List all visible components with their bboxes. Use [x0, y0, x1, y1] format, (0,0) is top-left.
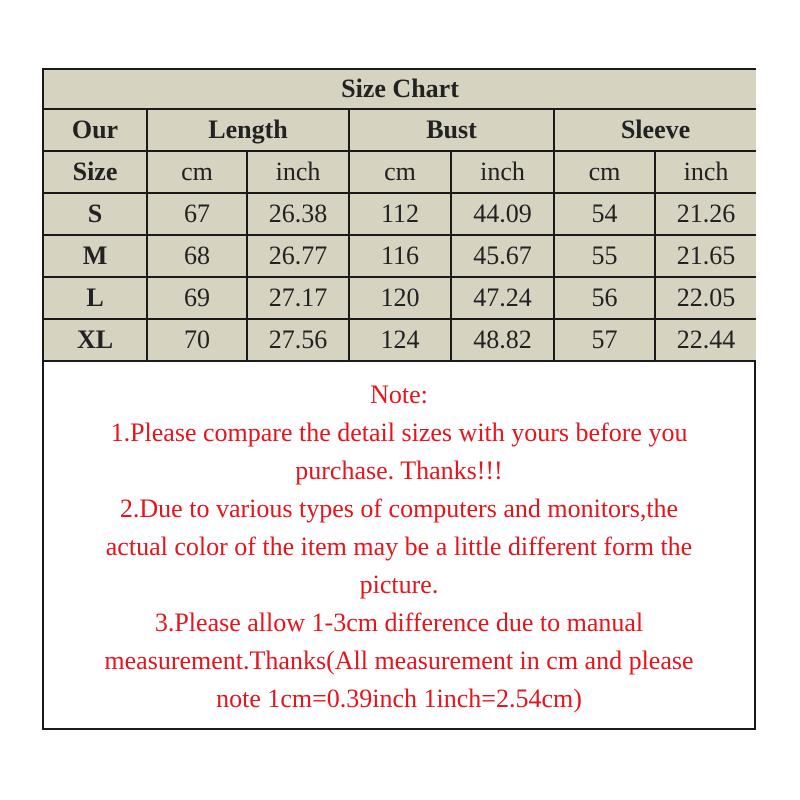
note-line: purchase. Thanks!!!	[295, 456, 503, 485]
note-line: 3.Please allow 1-3cm difference due to manual	[154, 608, 644, 637]
unit-header: inch	[247, 151, 349, 193]
length-cm-cell: 69	[147, 277, 247, 319]
note-line: picture.	[359, 570, 439, 599]
sleeve-cm-cell: 57	[554, 319, 655, 361]
sleeve-inch-cell: 21.65	[655, 235, 756, 277]
unit-header: inch	[655, 151, 756, 193]
sleeve-cm-cell: 56	[554, 277, 655, 319]
table-row	[44, 319, 756, 361]
bust-cm-cell: 124	[349, 319, 451, 361]
size-cell: XL	[44, 319, 147, 361]
bust-inch-cell: 48.82	[451, 319, 554, 361]
note-line: actual color of the item may be a little different form the	[105, 532, 693, 561]
note-line: 1.Please compare the detail sizes with yours before you	[110, 418, 688, 447]
note-line: 2.Due to various types of computers and monitors,the	[119, 494, 679, 523]
size-cell: S	[44, 193, 147, 235]
sleeve-inch-cell: 21.26	[655, 193, 756, 235]
bust-cm-cell: 120	[349, 277, 451, 319]
length-inch-cell: 26.38	[247, 193, 349, 235]
note-line: note 1cm=0.39inch 1inch=2.54cm)	[216, 684, 582, 713]
title-row	[44, 70, 756, 109]
bust-cm-cell: 116	[349, 235, 451, 277]
size-label-our: Our	[44, 109, 147, 151]
table-row	[44, 235, 756, 277]
group-header-bust: Bust	[349, 109, 554, 151]
unit-header: cm	[349, 151, 451, 193]
chart-title: Size Chart	[44, 70, 756, 109]
size-chart	[42, 68, 756, 730]
length-cm-cell: 67	[147, 193, 247, 235]
length-cm-cell: 68	[147, 235, 247, 277]
size-cell: M	[44, 235, 147, 277]
note-line: measurement.Thanks(All measurement in cm and please	[104, 646, 694, 675]
table-row	[44, 277, 756, 319]
bust-inch-cell: 45.67	[451, 235, 554, 277]
bust-inch-cell: 47.24	[451, 277, 554, 319]
unit-header-row	[44, 151, 756, 193]
bust-cm-cell: 112	[349, 193, 451, 235]
size-cell: L	[44, 277, 147, 319]
size-label-size: Size	[44, 151, 147, 193]
group-header-sleeve: Sleeve	[554, 109, 756, 151]
sleeve-cm-cell: 54	[554, 193, 655, 235]
size-table	[44, 70, 756, 362]
group-header-length: Length	[147, 109, 349, 151]
unit-header: cm	[554, 151, 655, 193]
length-inch-cell: 27.56	[247, 319, 349, 361]
table-row	[44, 193, 756, 235]
length-cm-cell: 70	[147, 319, 247, 361]
group-header-row	[44, 109, 756, 151]
unit-header: cm	[147, 151, 247, 193]
note-heading: Note:	[370, 380, 428, 409]
sleeve-inch-cell: 22.05	[655, 277, 756, 319]
bust-inch-cell: 44.09	[451, 193, 554, 235]
sleeve-cm-cell: 55	[554, 235, 655, 277]
sleeve-inch-cell: 22.44	[655, 319, 756, 361]
note-block	[44, 376, 754, 718]
unit-header: inch	[451, 151, 554, 193]
length-inch-cell: 26.77	[247, 235, 349, 277]
length-inch-cell: 27.17	[247, 277, 349, 319]
